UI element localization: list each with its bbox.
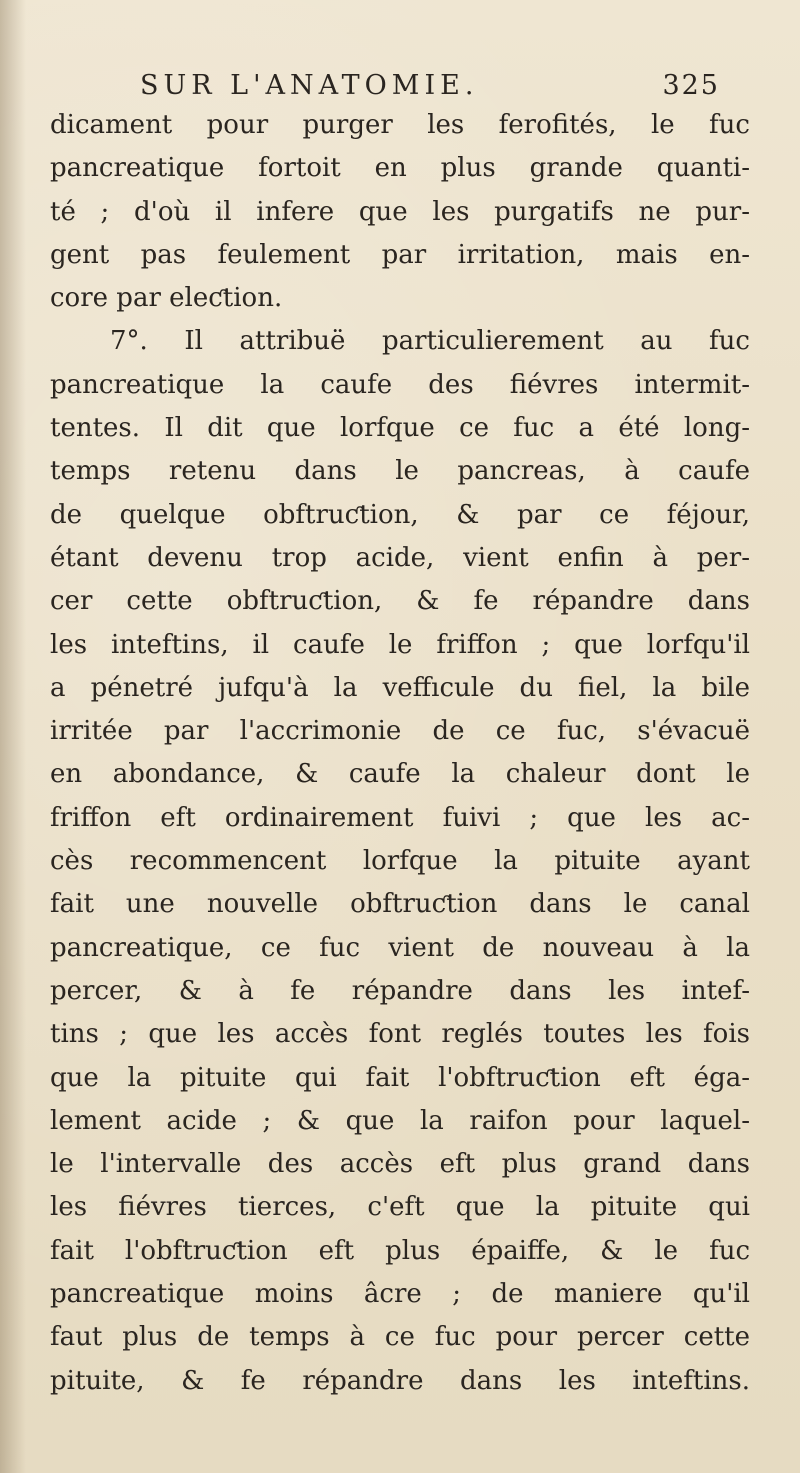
text-line: percer, & à fe répandre dans les intef- xyxy=(50,975,750,1006)
text-line: en abondance, & caufe la chaleur dont le xyxy=(50,759,750,790)
text-line: pancreatique, ce fuc vient de nouveau à la xyxy=(50,932,750,963)
text-line: core par eleƈtion. xyxy=(50,283,283,314)
text-line: fait une nouvelle obftruƈtion dans le canal xyxy=(50,889,750,920)
text-line: 7°. Il attribuë particulierement au fuc xyxy=(110,326,750,357)
text-line: friffon eft ordinairement fuivi ; que les ac- xyxy=(50,802,750,833)
text-line: pancreatique la caufe des fiévres intermit- xyxy=(50,369,750,400)
text-line: le l'intervalle des accès eft plus grand dans xyxy=(50,1149,750,1180)
text-line: étant devenu trop acide, vient enfin à per- xyxy=(50,542,750,573)
text-line: de quelque obftruƈtion, & par ce féjour, xyxy=(50,499,750,530)
text-line: pancreatique fortoit en plus grande quanti- xyxy=(50,153,750,184)
text-line: gent pas feulement par irritation, mais en- xyxy=(50,239,750,270)
text-line: dicament pour purger les ferofités, le fuc xyxy=(50,110,750,140)
text-line: cer cette obftruƈtion, & fe répandre dans xyxy=(50,586,750,617)
binding-shadow xyxy=(0,0,26,1473)
text-line: que la pituite qui fait l'obftruƈtion eft éga- xyxy=(50,1062,750,1093)
text-line: lement acide ; & que la raifon pour laquel- xyxy=(50,1105,750,1136)
text-line: les fiévres tierces, c'eft que la pituite qui xyxy=(50,1192,750,1223)
running-head: SUR L'ANATOMIE. xyxy=(140,70,479,101)
text-line: cès recommencent lorfque la pituite ayant xyxy=(50,846,750,877)
text-line: pituite, & fe répandre dans les inteftins. xyxy=(50,1365,750,1396)
page-header xyxy=(140,70,720,106)
text-line: tins ; que les accès font reglés toutes les fois xyxy=(50,1019,750,1050)
text-line: pancreatique moins âcre ; de maniere qu'il xyxy=(50,1279,750,1310)
text-line: a pénetré jufqu'à la veffıcule du fiel, la bile xyxy=(50,672,750,703)
text-line: té ; d'où il infere que les purgatifs ne pur- xyxy=(50,196,750,227)
text-line: temps retenu dans le pancreas, à caufe xyxy=(50,456,750,487)
text-line: les inteftins, il caufe le friffon ; que lorfqu'il xyxy=(50,629,750,660)
body-text xyxy=(50,104,750,1403)
text-line: tentes. Il dit que lorfque ce fuc a été long- xyxy=(50,413,750,444)
text-line: irritée par l'accrimonie de ce fuc, s'évacuë xyxy=(50,716,750,747)
text-line: faut plus de temps à ce fuc pour percer cette xyxy=(50,1322,750,1353)
text-line: fait l'obftruƈtion eft plus épaiffe, & le fuc xyxy=(50,1235,750,1266)
page-number: 325 xyxy=(662,70,720,101)
